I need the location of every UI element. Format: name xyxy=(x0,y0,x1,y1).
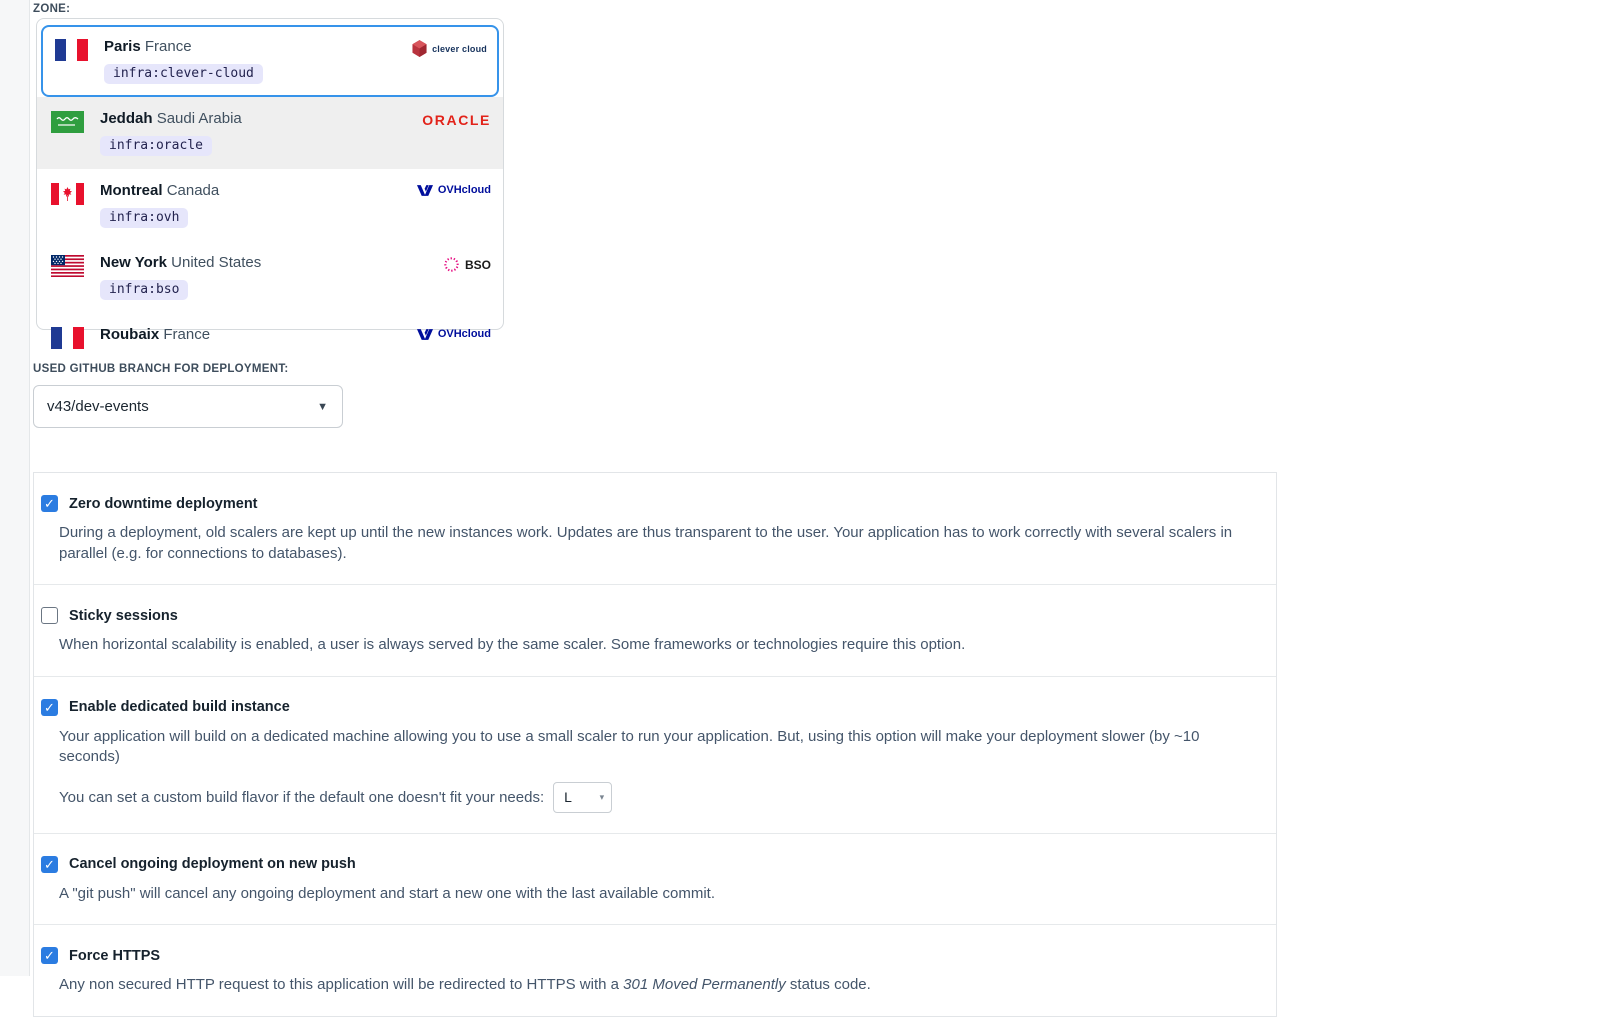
zone-infra-badge: infra:oracle xyxy=(100,136,212,156)
zone-country: France xyxy=(144,38,192,55)
france-flag-icon xyxy=(55,39,88,61)
zone-item-montreal[interactable] xyxy=(37,169,503,241)
zone-item-jeddah[interactable] xyxy=(37,97,503,169)
zone-city: Jeddah xyxy=(100,110,153,127)
united-states-flag-icon xyxy=(51,255,84,277)
option-force-https xyxy=(34,924,1276,1016)
zone-city: Roubaix xyxy=(100,326,160,343)
ovhcloud-v-icon xyxy=(417,185,433,196)
option-label[interactable]: Cancel ongoing deployment on new push xyxy=(69,856,356,873)
zone-item-paris[interactable] xyxy=(41,25,499,97)
option-cancel-deployment xyxy=(34,833,1276,925)
option-description: A "git push" will cancel any ongoing deployment and start a new one with the last available commit. xyxy=(59,884,716,902)
option-zero-downtime xyxy=(34,473,1276,584)
option-description: During a deployment, old scalers are kept up until the new instances work. Updates are thus transparent to the user. Your application has to work correctly with several scalers in parallel (e.g. for connections to databases). xyxy=(59,524,1233,562)
dedicated-build-checkbox[interactable] xyxy=(41,699,58,716)
branch-select[interactable] xyxy=(33,385,343,428)
branch-selected-value: v43/dev-events xyxy=(47,398,149,415)
ovhcloud-logo: OVHcloud xyxy=(417,184,491,196)
left-gutter xyxy=(0,0,30,976)
ovhcloud-v-icon xyxy=(417,329,433,340)
deployment-options-panel xyxy=(33,472,1277,1017)
zone-country: Canada xyxy=(166,182,220,199)
zone-city: Paris xyxy=(104,38,141,55)
canada-flag-icon xyxy=(51,183,84,205)
ovhcloud-logo: OVHcloud xyxy=(417,328,491,340)
sticky-sessions-checkbox[interactable] xyxy=(41,607,58,624)
clever-cloud-logo: clever cloud xyxy=(412,40,487,57)
branch-label: USED GITHUB BRANCH FOR DEPLOYMENT: xyxy=(33,363,289,375)
option-label[interactable]: Sticky sessions xyxy=(69,607,178,624)
france-flag-icon xyxy=(51,327,84,349)
build-flavor-label: You can set a custom build flavor if the default one doesn't fit your needs: xyxy=(59,788,545,806)
zone-country: France xyxy=(163,326,211,343)
option-sticky-sessions xyxy=(34,584,1276,676)
option-description: Your application will build on a dedicated machine allowing you to use a small scaler to run your application. But, using this option will make your deployment slower (by ~10 seconds) xyxy=(59,727,1200,766)
option-description: Any non secured HTTP request to this application will be redirected to HTTPS with a 301 Moved Permanently status code. xyxy=(59,976,871,994)
cancel-deployment-checkbox[interactable] xyxy=(41,856,58,873)
option-dedicated-build xyxy=(34,676,1276,833)
zone-infra-badge: infra:bso xyxy=(100,280,188,300)
option-description: When horizontal scalability is enabled, a user is always served by the same scaler. Some frameworks or technologies require this option. xyxy=(59,636,966,654)
zone-country: United States xyxy=(171,254,262,271)
chevron-down-icon: ▼ xyxy=(317,400,328,413)
option-label[interactable]: Enable dedicated build instance xyxy=(69,699,290,716)
zone-infra-badge: infra:clever-cloud xyxy=(104,64,263,84)
force-https-checkbox[interactable] xyxy=(41,947,58,964)
status-code-italic: 301 Moved Permanently xyxy=(623,976,786,994)
zero-downtime-checkbox[interactable] xyxy=(41,495,58,512)
bso-logo: BSO xyxy=(443,256,491,273)
saudi-arabia-flag-icon xyxy=(51,111,84,133)
bso-dotted-ring-icon xyxy=(443,256,460,273)
zone-infra-badge: infra:ovh xyxy=(100,208,188,228)
zone-item-roubaix[interactable] xyxy=(37,313,503,362)
option-label[interactable]: Force HTTPS xyxy=(69,947,161,964)
zone-city: New York xyxy=(100,254,167,271)
option-label[interactable]: Zero downtime deployment xyxy=(69,495,258,512)
clever-cloud-hexagon-icon xyxy=(412,40,427,57)
zone-country: Saudi Arabia xyxy=(156,110,242,127)
zone-item-new-york[interactable] xyxy=(37,241,503,313)
chevron-down-icon: ▾ xyxy=(599,791,605,802)
build-flavor-value: L xyxy=(564,789,572,806)
zone-label: ZONE: xyxy=(33,3,71,15)
zone-city: Montreal xyxy=(100,182,163,199)
oracle-logo: ORACLE xyxy=(422,112,491,128)
zone-list xyxy=(36,18,504,343)
build-flavor-select[interactable] xyxy=(553,782,612,813)
